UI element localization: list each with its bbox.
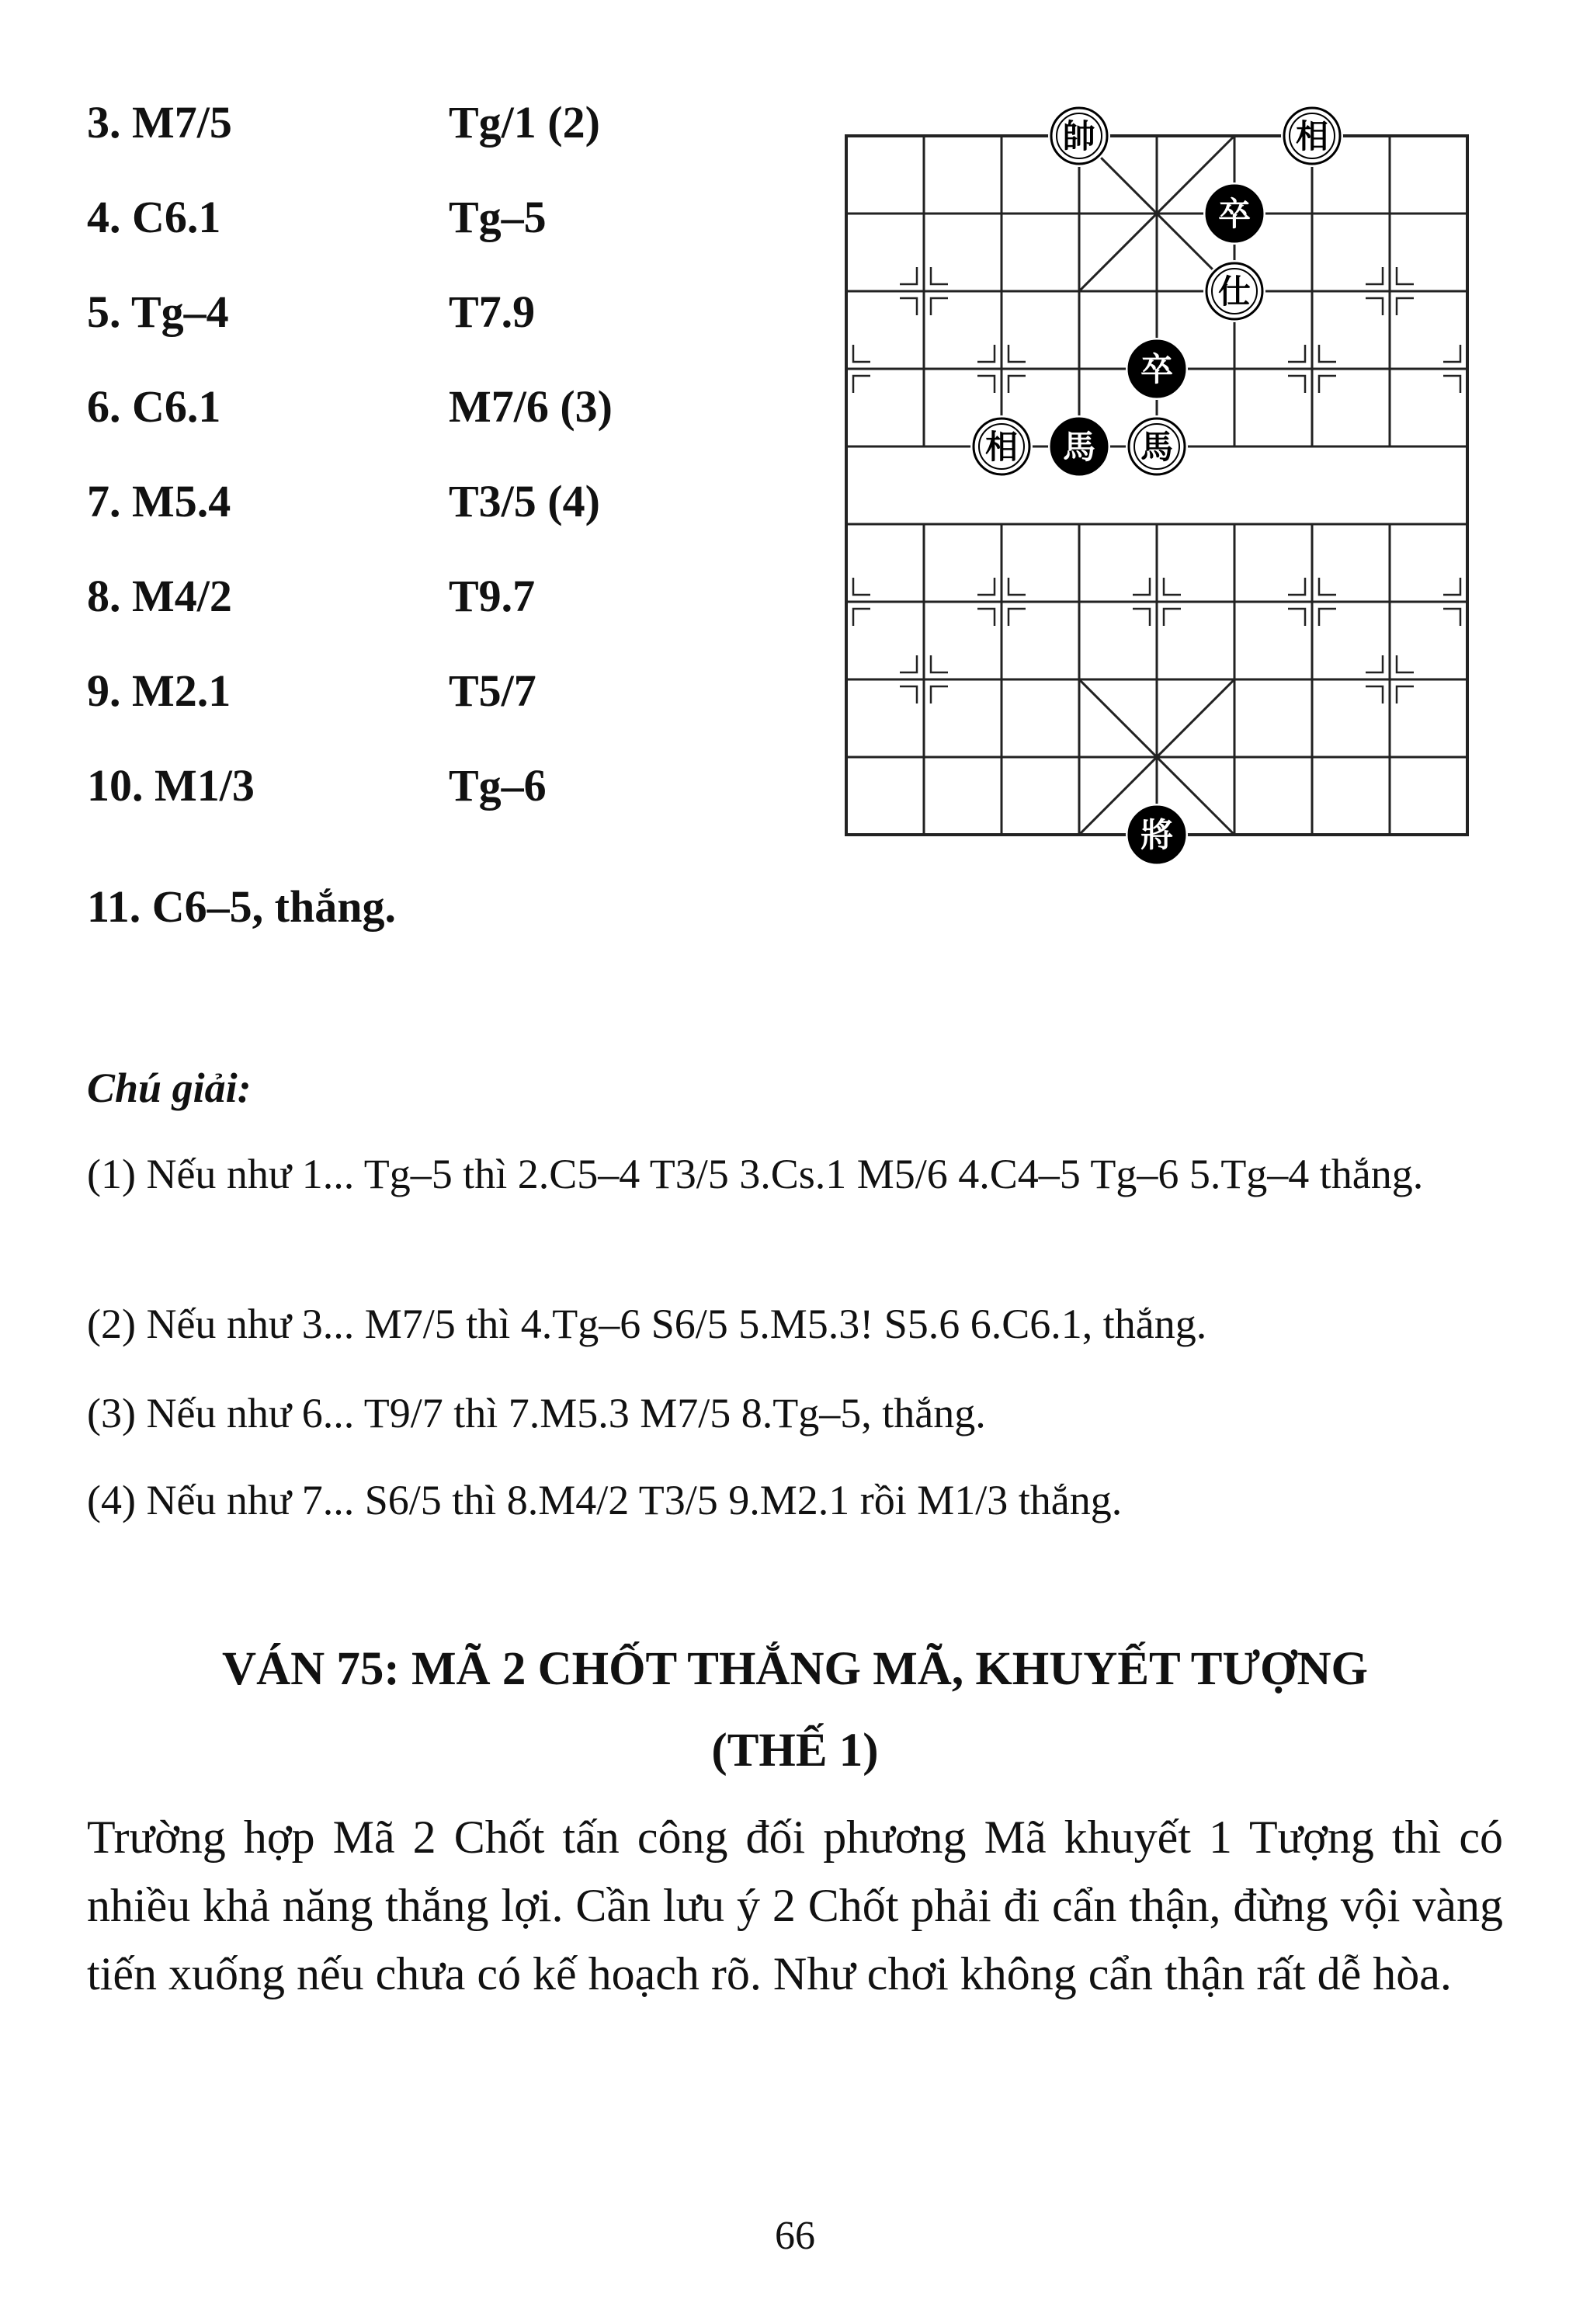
black-move: M7/6 (3) [449, 381, 613, 432]
black-move: T3/5 (4) [449, 476, 600, 526]
red-move: 7. M5.4 [87, 476, 231, 526]
position-marker [1288, 578, 1305, 595]
black-move: Tg/1 (2) [449, 97, 600, 148]
position-marker [1288, 345, 1305, 362]
red-move: 8. M4/2 [87, 571, 232, 621]
move-list [87, 99, 786, 857]
position-marker [1009, 609, 1026, 626]
piece-label: 帥 [1062, 117, 1096, 155]
position-marker [853, 609, 870, 626]
position-marker [1164, 578, 1181, 595]
red-move: 3. M7/5 [87, 97, 232, 148]
piece-label: 卒 [1217, 195, 1252, 233]
black-move: Tg–6 [449, 760, 547, 811]
position-marker [977, 376, 995, 393]
move-row [87, 194, 786, 289]
position-marker [931, 267, 948, 284]
position-marker [1443, 345, 1460, 362]
position-marker [900, 267, 917, 284]
note-item: (1) Nếu như 1... Tg–5 thì 2.C5–4 T3/5 3.Cs.1 M5/6 4.C4–5 Tg–6 5.Tg–4 thắng. [87, 1151, 1424, 1197]
move-row [87, 381, 786, 478]
black-move: Tg–5 [449, 192, 547, 242]
move-row [87, 289, 786, 384]
position-marker [1319, 578, 1336, 595]
position-marker [900, 686, 917, 703]
position-marker [853, 376, 870, 393]
position-marker [1443, 609, 1460, 626]
position-marker [853, 345, 870, 362]
position-marker [1366, 267, 1383, 284]
position-marker [1009, 376, 1026, 393]
piece-label: 卒 [1140, 350, 1174, 388]
position-marker [931, 298, 948, 315]
position-marker [853, 578, 870, 595]
position-marker [977, 609, 995, 626]
move-row [87, 99, 786, 194]
section-subtitle: (THẾ 1) [711, 1725, 879, 1777]
position-marker [1133, 578, 1150, 595]
position-marker [977, 578, 995, 595]
position-marker [1366, 655, 1383, 672]
position-marker [1443, 578, 1460, 595]
note-item: (2) Nếu như 3... M7/5 thì 4.Tg–6 S6/5 5.M5.3! S5.6 6.C6.1, thắng. [87, 1301, 1207, 1347]
position-marker [1397, 267, 1414, 284]
red-move: 9. M2.1 [87, 665, 231, 716]
red-move: 4. C6.1 [87, 192, 221, 242]
position-marker [900, 655, 917, 672]
move-row [87, 478, 786, 573]
piece-label: 馬 [1140, 428, 1174, 466]
final-move: 11. C6–5, thắng. [87, 881, 397, 932]
note-item: (4) Nếu như 7... S6/5 thì 8.M4/2 T3/5 9.M2.1 rồi M1/3 thắng. [87, 1477, 1123, 1523]
section-title: VÁN 75: MÃ 2 CHỐT THẮNG MÃ, KHUYẾT TƯỢNG [222, 1643, 1368, 1695]
position-marker [1288, 376, 1305, 393]
black-move: T9.7 [449, 571, 536, 621]
position-marker [900, 298, 917, 315]
red-move: 6. C6.1 [87, 381, 221, 432]
position-marker [977, 345, 995, 362]
position-marker [1397, 298, 1414, 315]
red-move: 5. Tg–4 [87, 287, 229, 337]
section-paragraph: Trường hợp Mã 2 Chốt tấn công đối phương Mã khuyết 1 Tượng thì có nhiều khả năng thắng lợi. Cần lưu ý 2 Chốt phải đi cẩn thận, đừng vội vàng tiến xuống nếu chưa có kế hoạch rõ. Như chơi không cẩn thận rất dễ hòa. [87, 1812, 1503, 1999]
position-marker [1319, 345, 1336, 362]
position-marker [1133, 609, 1150, 626]
black-move: T7.9 [449, 287, 536, 337]
xiangqi-board [823, 101, 1483, 870]
page-number: 66 [775, 2214, 815, 2258]
red-move: 10. M1/3 [87, 760, 255, 811]
piece-label: 相 [1295, 117, 1329, 155]
piece-label: 仕 [1217, 273, 1252, 311]
black-move: T5/7 [449, 665, 536, 716]
position-marker [1288, 609, 1305, 626]
note-item: (3) Nếu như 6... T9/7 thì 7.M5.3 M7/5 8.Tg–5, thắng. [87, 1390, 986, 1436]
notes-title: Chú giải: [87, 1065, 252, 1111]
piece-label: 相 [984, 428, 1019, 466]
position-marker [1397, 655, 1414, 672]
position-marker [1009, 345, 1026, 362]
move-row [87, 760, 786, 857]
position-marker [1443, 376, 1460, 393]
piece-label: 將 [1140, 816, 1174, 854]
position-marker [1319, 376, 1336, 393]
position-marker [1366, 686, 1383, 703]
position-marker [1397, 686, 1414, 703]
position-marker [1319, 609, 1336, 626]
position-marker [1009, 578, 1026, 595]
position-marker [1164, 609, 1181, 626]
position-marker [931, 686, 948, 703]
position-marker [1366, 298, 1383, 315]
piece-label: 馬 [1062, 428, 1096, 466]
move-row [87, 665, 786, 763]
move-row [87, 573, 786, 668]
position-marker [931, 655, 948, 672]
